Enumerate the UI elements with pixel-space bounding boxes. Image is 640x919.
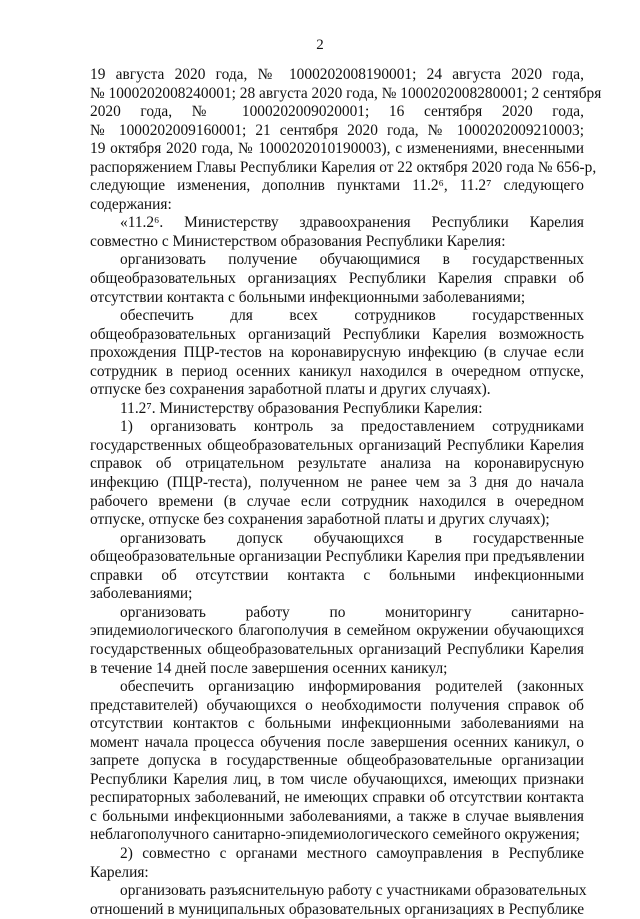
text-line: сотрудник в период осенних каникул находился в очередном отпуске,: [90, 362, 584, 380]
text-line: представителей) обучающихся о необходимости получения справок об: [90, 696, 584, 714]
text-line: общеобразовательные организации Республики Карелия при предъявлении: [90, 548, 585, 566]
page-number: 2: [316, 37, 324, 53]
text-line: организовать допуск обучающихся в государственные: [120, 529, 584, 547]
text-line: заболеваниями;: [90, 585, 193, 603]
text-line: 1) организовать контроль за предоставлением сотрудниками: [120, 418, 584, 436]
text-line: респираторных заболеваний, не имеющих справки об отсутствии контакта: [90, 789, 584, 807]
text-line: инфекцию (ПЦР-теста), полученном не ранее чем за 3 дня до начала: [90, 474, 584, 492]
text-line: прохождения ПЦР-тестов на коронавирусную инфекцию (в случае если: [90, 344, 584, 362]
text-line: общеобразовательных организаций Республики Карелия возможность: [90, 325, 584, 343]
text-line: организовать получение обучающимися в государственных: [120, 251, 584, 269]
text-line: отношений в муниципальных образовательных организациях в Республике: [90, 900, 585, 918]
text-line: «11.2⁶. Министерству здравоохранения Республики Карелия: [120, 214, 584, 232]
text-line: Карелия:: [90, 863, 149, 881]
text-line: распоряжением Главы Республики Карелия от 22 октября 2020 года № 656-р,: [90, 158, 597, 176]
text-line: 19 августа 2020 года, № 1000202008190001; 24 августа 2020 года,: [90, 66, 584, 83]
text-line: 19 октября 2020 года, № 1000202010190003), с изменениями, внесенными: [90, 140, 584, 158]
text-line: 11.2⁷. Министерству образования Республики Карелия:: [120, 399, 483, 417]
text-line: обеспечить для всех сотрудников государственных: [120, 307, 584, 325]
document-body: [90, 66, 602, 919]
text-line: содержания:: [90, 195, 172, 213]
text-line: отпуске без сохранения заработной платы и других случаях).: [90, 381, 491, 399]
text-line: совместно с Министерством образования Республики Карелия:: [90, 232, 506, 250]
text-line: эпидемиологического благополучия в семейном окружении обучающихся: [90, 622, 584, 640]
text-line: № 1000202009160001; 21 сентября 2020 года, № 1000202009210003;: [90, 121, 584, 139]
text-line: с больными инфекционными заболеваниями, а также в случае выявления: [90, 807, 584, 825]
text-line: государственных общеобразовательных организаций Республики Карелия: [90, 640, 584, 658]
text-line: отпуске, отпуске без сохранения заработной платы и других случаях);: [90, 511, 550, 529]
text-line: 2020 года, № 1000202009020001; 16 сентября 2020 года,: [90, 103, 584, 121]
text-line: Республики Карелия лиц, в том числе обучающихся, имеющих признаки: [90, 770, 584, 788]
text-line: организовать работу по мониторингу санитарно-: [120, 603, 584, 621]
text-line: неблагополучного санитарно-эпидемиологического семейного окружения;: [90, 826, 580, 844]
text-line: отсутствии контактов с больными инфекционными заболеваниями на: [90, 715, 584, 733]
text-line: рабочего времени (в случае если сотрудник находился в очередном: [90, 492, 584, 510]
text-line: в течение 14 дней после завершения осенних каникул;: [90, 659, 448, 677]
text-line: справок об отрицательном результате анализа на коронавирусную: [90, 455, 584, 473]
text-line: обеспечить организацию информирования родителей (законных: [120, 678, 584, 696]
text-line: 2) совместно с органами местного самоуправления в Республике: [120, 844, 584, 862]
text-line: общеобразовательных организациях Республики Карелия справки об: [90, 270, 584, 288]
text-line: справки об отсутствии контакта с больными инфекционными: [90, 566, 584, 584]
text-line: отсутствии контакта с больными инфекционными заболеваниями;: [90, 288, 526, 306]
text-line: момент начала процесса обучения после завершения осенних каникул, о: [90, 733, 584, 751]
text-line: запрете допуска в государственные общеобразовательные организации: [90, 752, 584, 770]
text-line: следующие изменения, дополнив пунктами 11.2⁶, 11.2⁷ следующего: [90, 177, 584, 195]
text-line: № 1000202008240001; 28 августа 2020 года, № 1000202008280001; 2 сентября: [90, 84, 602, 102]
text-line: организовать разъяснительную работу с участниками образовательных: [120, 882, 587, 900]
text-line: государственных общеобразовательных организаций Республики Карелия: [90, 436, 584, 454]
